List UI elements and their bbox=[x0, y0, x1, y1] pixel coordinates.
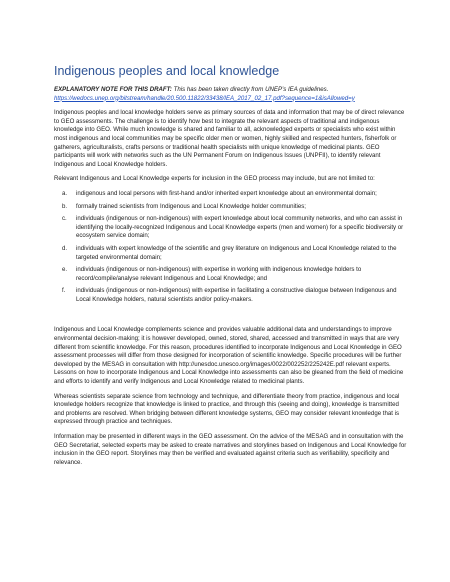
list-item-text: individuals with expert knowledge of the scientific and grey literature on Indigenous and Local Knowledge related to the targeted environmental domain; bbox=[76, 244, 397, 261]
list-item-label: b. bbox=[62, 202, 68, 210]
list-item bbox=[54, 203, 410, 212]
list-item bbox=[54, 245, 410, 262]
expert-list bbox=[54, 190, 410, 305]
iea-guidelines-link[interactable]: https://wedocs.unep.org/bitstream/handle/20.500.11822/33438/IEA_2017_02_17.pdf?sequence=1&isAllowed=y bbox=[54, 94, 355, 102]
explanatory-note bbox=[54, 86, 410, 103]
complement-paragraph: Indigenous and Local Knowledge complements science and provides valuable additional data and understandings to improve environmental decision-making; it is however developed, owned, stored, shared, accessed and transmitted in ways that are very different from scientific knowledge. For this reason, procedures identified to incorporate Indigenous and Local Knowledge in GEO assessment processes will differ from those designed for incorporation of scientific knowledge. Specific procedures will be further developed by the MESAG in consultation with http://unesdoc.unesco.org/images/0022/002252/225242E.pdf relevant experts. Lessons on how to incorporate Indigenous and Local Knowledge into assessments can also be gleaned from the field of medicine and efforts to identify and verify Indigenous and Local Knowledge related to medicinal plants. bbox=[54, 326, 404, 386]
list-item-text: individuals (indigenous or non-indigenous) with expertise in facilitating a constructive dialogue between Indigenous and Local Knowledge holders, natural scientists and/or policy-makers. bbox=[76, 287, 397, 303]
list-item bbox=[54, 190, 410, 199]
list-item bbox=[54, 266, 410, 283]
list-item-text: indigenous and local persons with first-hand and/or inherited expert knowledge about an environmental domain; bbox=[76, 189, 377, 197]
bridging-paragraph: Whereas scientists separate science from technology and technique, and differentiate theory from practice, indigenous and local knowledge holders recognize that knowledge is linked to practice, and through this (seeing and doing), knowledge is transmitted and problems are resolved. When bridging between different knowledge systems, GEO may consider relevant knowledge that is expressed through practice and techniques. bbox=[54, 392, 400, 426]
list-item-label: d. bbox=[62, 244, 68, 252]
note-lead: EXPLANATORY NOTE FOR THIS DRAFT: bbox=[54, 86, 172, 93]
list-item-label: e. bbox=[62, 266, 68, 274]
note-text: This has been taken directly from UNEP’s IEA guidelines. bbox=[171, 86, 329, 93]
list-item bbox=[54, 215, 410, 241]
list-item bbox=[54, 287, 410, 304]
list-item-text: individuals (indigenous or non-indigenous) with expertise in working with indigenous knowledge holders to record/compile/analyse relevant Indigenous and Local Knowledge; and bbox=[76, 266, 362, 282]
intro-paragraph: Indigenous peoples and local knowledge holders serve as primary sources of data and information that may be of direct relevance to GEO assessments. The challenge is to identify how best to integrate the relevant aspects of traditional and indigenous knowledge into GEO. While much knowledge is shared and familiar to all, acknowledged experts or specialists who exist within most indigenous and local communities may be specific older men or women, highly skilled and respected hunters, fisherfolk or gatherers, agriculturalists, crafts persons or traditional health specialists with unique knowledge of medicinal plants. GEO participants will work with networks such as the UN Permanent Forum on Indigenous Issues (UNPFII), to identify relevant Indigenous and Local Knowledge holders. bbox=[54, 109, 405, 168]
information-paragraph: Information may be presented in different ways in the GEO assessment. On the advice of the MESAG and in consultation with the GEO Secretariat, selected experts may be asked to create narratives and storylines based on Indigenous and Local Knowledge for inclusion in the GEO report. Storylines may then be verified and evaluated against criteria such as verifiability, specificity and relevance. bbox=[54, 433, 407, 466]
section-spacer bbox=[54, 310, 410, 326]
list-item-text: individuals (indigenous or non-indigenous) with expert knowledge about local community networks, and who can assist in identifying the locally-recognized Indigenous and Local Knowledge experts (men and women) for a specific biodiversity or ecosystem service domain; bbox=[76, 215, 404, 240]
list-item-label: a. bbox=[62, 189, 68, 197]
list-item-text: formally trained scientists from Indigenous and Local Knowledge holder communities; bbox=[76, 202, 306, 210]
list-intro-paragraph: Relevant Indigenous and Local Knowledge experts for inclusion in the GEO process may include, but are not limited to: bbox=[54, 175, 375, 183]
list-item-label: f. bbox=[62, 287, 66, 295]
list-item-label: c. bbox=[62, 215, 67, 223]
page-title: Indigenous peoples and local knowledge bbox=[54, 64, 280, 78]
